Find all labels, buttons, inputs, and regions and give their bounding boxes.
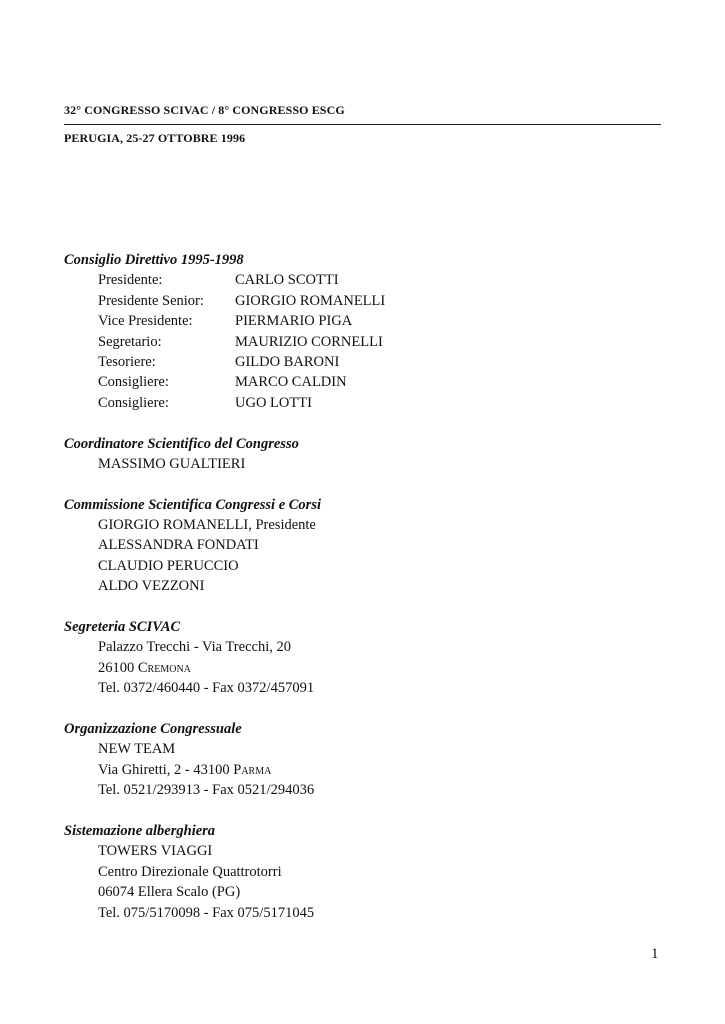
company-name: NEW TEAM: [98, 741, 176, 758]
member-role: Consigliere:: [98, 374, 169, 391]
section-title: Organizzazione Congressuale: [64, 720, 242, 737]
section-coordinatore: [64, 434, 664, 475]
member-role: Consigliere:: [98, 394, 169, 411]
section-organizzazione: [64, 719, 664, 801]
member-name: MARCO CALDIN: [235, 374, 347, 391]
member-row: [64, 372, 664, 392]
phone-line: Tel. 0521/293913 - Fax 0521/294036: [98, 782, 315, 799]
member-role: Presidente:: [98, 272, 163, 289]
member-role: Vice Presidente:: [98, 313, 193, 330]
member-name: PIERMARIO PIGA: [235, 313, 353, 330]
address-line: Palazzo Trecchi - Via Trecchi, 20: [98, 639, 291, 656]
member-role: Tesoriere:: [98, 353, 156, 370]
member-name: MAURIZIO CORNELLI: [235, 333, 383, 350]
city-line: [64, 658, 664, 678]
section-title: Commissione Scientifica Congressi e Corsi: [64, 496, 321, 513]
member-row: [64, 291, 664, 311]
member-row: [64, 270, 664, 290]
section-commissione: [64, 495, 664, 597]
postcode: 26100: [98, 659, 138, 676]
member-row: [64, 332, 664, 352]
section-title: Consiglio Direttivo 1995-1998: [64, 252, 244, 268]
member-name: GILDO BARONI: [235, 353, 340, 370]
member-row: [64, 311, 664, 331]
list-item: ALDO VEZZONI: [98, 578, 205, 595]
congress-title: 32° CONGRESSO SCIVAC / 8° CONGRESSO ESCG: [64, 103, 345, 117]
member-row: [64, 393, 664, 413]
section-sistemazione: [64, 821, 664, 923]
document-body: [64, 250, 664, 943]
page-number: 1: [651, 946, 659, 962]
section-title: Coordinatore Scientifico del Congresso: [64, 435, 299, 452]
list-item: MASSIMO GUALTIERI: [98, 455, 246, 472]
phone-line: Tel. 0372/460440 - Fax 0372/457091: [98, 680, 315, 697]
section-consiglio-direttivo: [64, 250, 664, 413]
section-segreteria: [64, 617, 664, 699]
city-name: Parma: [233, 761, 272, 778]
address-line: [64, 760, 664, 780]
list-item: GIORGIO ROMANELLI, Presidente: [98, 517, 316, 534]
list-item: 06074 Ellera Scalo (PG): [98, 884, 241, 901]
congress-location-date: PERUGIA, 25-27 OTTOBRE 1996: [64, 131, 246, 145]
list-item: ALESSANDRA FONDATI: [98, 537, 259, 554]
list-item: Centro Direzionale Quattrotorri: [98, 863, 282, 880]
member-name: CARLO SCOTTI: [235, 272, 339, 289]
member-role: Presidente Senior:: [98, 292, 204, 309]
member-name: UGO LOTTI: [235, 394, 312, 411]
section-title: Segreteria SCIVAC: [64, 619, 181, 636]
list-item: Tel. 075/5170098 - Fax 075/5171045: [98, 904, 315, 921]
member-role: Segretario:: [98, 333, 162, 350]
list-item: TOWERS VIAGGI: [98, 843, 213, 860]
section-title: Sistemazione alberghiera: [64, 822, 216, 839]
header-rule: [64, 124, 661, 125]
list-item: CLAUDIO PERUCCIO: [98, 557, 239, 574]
city-name: Cremona: [137, 659, 191, 676]
member-row: [64, 352, 664, 372]
member-name: GIORGIO ROMANELLI: [235, 292, 386, 309]
street-address: Via Ghiretti, 2 - 43100: [98, 761, 234, 778]
